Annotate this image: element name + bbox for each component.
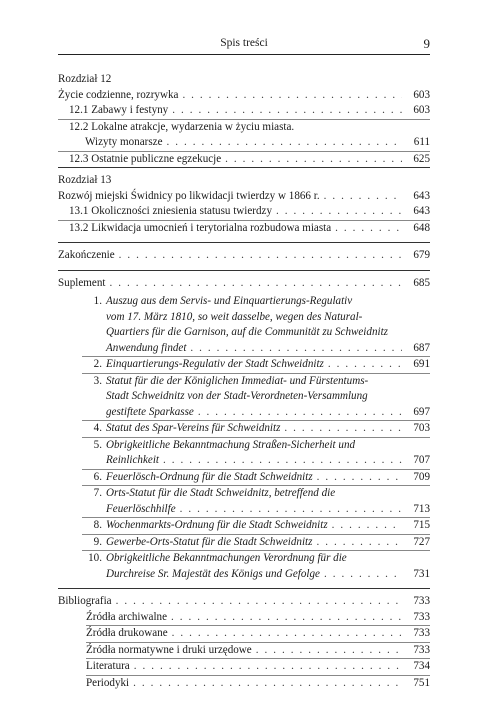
entry-number: 8.: [93, 519, 102, 531]
entry-page: 648: [413, 221, 430, 234]
entry-number: 9.: [93, 535, 102, 548]
entry-number: 3.: [93, 374, 102, 387]
bibliography-entry: [86, 610, 430, 626]
table-of-contents: [58, 72, 430, 691]
chapter-label: Rozdział 12: [58, 73, 112, 85]
entry-number: 1.: [93, 295, 102, 307]
entry-title: Suplement: [58, 276, 106, 289]
running-header: [58, 37, 430, 53]
supplement-entry: [82, 437, 430, 469]
entry-title: Źródła normatywne i druki urzędowe: [86, 643, 252, 656]
entry-page: 733: [413, 595, 430, 607]
entry-title: 13.2 Likwidacja umocnień i terytorialna rozbudowa miasta: [69, 221, 332, 234]
entry-page: 703: [413, 422, 430, 434]
entry-number: 10.: [88, 552, 102, 564]
entry-page: 715: [413, 519, 430, 531]
leader-dots: [335, 221, 402, 237]
leader-dots: [324, 189, 402, 205]
entry-title: 13.1 Okoliczności zniesienia statusu twierdzy: [69, 205, 273, 217]
entry-number: 6.: [93, 470, 102, 483]
supplement-entry: [82, 517, 430, 534]
supplement-entry: [82, 373, 430, 421]
entry-page: 643: [413, 205, 430, 217]
entry-title-line: Obrigkeitliche Bekanntmachungen Verordnung für die: [106, 552, 347, 564]
leader-dots: [332, 518, 402, 534]
supplement-items: [58, 294, 430, 582]
supplement-entry: [82, 534, 430, 551]
entry-page: 603: [413, 104, 430, 116]
leader-dots: [316, 535, 402, 551]
entry-title-line: vom 17. März 1810, so weit dasselbe, wegen des Natural-: [106, 310, 363, 323]
entry-page: 611: [413, 136, 430, 148]
entry-number: 7.: [93, 487, 102, 499]
entry-page: 733: [413, 627, 430, 639]
chapter-12: [58, 72, 430, 167]
leader-dots: [163, 453, 402, 469]
leader-dots: [180, 502, 402, 518]
entry-page: 733: [413, 643, 430, 656]
leader-dots: [256, 643, 402, 659]
entry-page: 734: [413, 660, 430, 672]
entry-title: Durchreise Sr. Majestät des Königs und Gefolge: [106, 567, 320, 580]
chapter-13: [58, 167, 430, 236]
chapter-title-entry: [58, 88, 430, 104]
entry-title: Literatura: [86, 660, 130, 672]
conclusion-section: [58, 242, 430, 264]
entry-title: 12.1 Zabawy i festyny: [69, 104, 169, 116]
header-rule: [58, 54, 430, 55]
leader-dots: [171, 610, 402, 626]
leader-dots: [172, 626, 402, 642]
entry-title-line: Statut für die der Königlichen Immediat- und Fürstentums-: [106, 374, 369, 387]
leader-dots: [324, 567, 402, 583]
entry-page: 727: [413, 535, 430, 548]
entry-page: 697: [413, 405, 430, 418]
subsection-entry: [58, 103, 430, 119]
entry-number: 5.: [93, 438, 102, 451]
entry-title: Reinlichkeit: [106, 454, 159, 466]
leader-dots: [167, 135, 403, 151]
entry-title: Źródła drukowane: [86, 627, 168, 639]
entry-page: 751: [413, 676, 430, 689]
entry-title: Anwendung findet: [106, 341, 187, 354]
bibliography-entry: [86, 625, 430, 642]
entry-title-line: Obrigkeitliche Bekanntmachung Straßen-Sicherheit und: [106, 438, 356, 451]
entry-title: Statut des Spar-Vereins für Schweidnitz: [106, 422, 281, 434]
entry-page: 679: [413, 249, 430, 261]
entry-page: 733: [413, 610, 430, 623]
entry-title: Rozwój miejski Świdnicy po likwidacji twierdzy w 1866 r.: [58, 189, 320, 202]
chapter-label: Rozdział 13: [58, 174, 112, 186]
supplement-entry: [82, 294, 430, 356]
entry-title: Zakończenie: [58, 249, 115, 261]
leader-dots: [133, 676, 402, 692]
entry-title: Wizyty monarsze: [85, 136, 163, 148]
entry-title: Wochenmarkts-Ordnung für die Stadt Schweidnitz: [106, 519, 328, 531]
entry-page: 685: [413, 276, 430, 289]
supplement-entry: [82, 356, 430, 373]
subsection-entry: [58, 220, 430, 237]
entry-title-line: Stadt Schweidnitz von der Stadt-Verordneten-Versammlung: [106, 390, 368, 402]
entry-title-line: Orts-Statut für die Stadt Schweidnitz, betreffend die: [106, 487, 336, 499]
leader-dots: [317, 470, 402, 486]
leader-dots: [172, 103, 402, 119]
entry-title: Życie codzienne, rozrywka: [58, 88, 179, 101]
leader-dots: [328, 357, 402, 373]
subsection-entry: [58, 151, 430, 168]
entry-title: Einquartierungs-Regulativ der Stadt Schweidnitz: [106, 358, 324, 370]
entry-title: Periodyki: [86, 676, 130, 689]
header-page-number: 9: [423, 36, 430, 51]
bibliography-section: [58, 588, 430, 691]
supplement-entry: [82, 550, 430, 582]
entry-page: 643: [413, 189, 430, 202]
entry-title: Feuerlöschhilfe: [106, 502, 176, 515]
entry-title-line: Quartiers für die Garnison, auf die Communität zu Schweidnitz: [106, 326, 388, 338]
leader-dots: [276, 204, 402, 220]
entry-title: Bibliografia: [58, 595, 112, 607]
entry-number: 4.: [93, 422, 102, 434]
entry-title-line: Auszug aus dem Servis- und Einquartierungs-Regulativ: [106, 295, 353, 307]
entry-page: 713: [413, 502, 430, 515]
subsection-entry: [58, 119, 430, 151]
entry-number: 2.: [93, 358, 102, 370]
entry-page: 603: [413, 88, 430, 101]
entry-title: Gewerbe-Orts-Statut für die Stadt Schweidnitz: [106, 535, 313, 548]
leader-dots: [119, 248, 402, 264]
entry-page: 625: [413, 152, 430, 165]
leader-dots: [198, 405, 402, 421]
entry-title: Źródła archiwalne: [86, 610, 168, 623]
leader-dots: [284, 421, 402, 437]
bibliography-entry: [86, 675, 430, 692]
entry-page: 731: [413, 567, 430, 580]
leader-dots: [109, 276, 402, 292]
leader-dots: [116, 594, 402, 610]
header-title: Spis treści: [220, 37, 268, 49]
chapter-title-entry: [58, 189, 430, 205]
entry-title: Feuerlösch-Ordnung für die Stadt Schweidnitz: [106, 470, 313, 483]
bibliography-entry: [86, 658, 430, 675]
bibliography-items: [58, 610, 430, 692]
supplement-section: [58, 270, 430, 583]
entry-title-line: 12.2 Lokalne atrakcje, wydarzenia w życiu miasta.: [69, 120, 295, 133]
supplement-entry: [82, 469, 430, 486]
entry-title: gestiftete Sparkasse: [106, 405, 194, 418]
bibliography-entry: [86, 642, 430, 659]
subsection-entry: [58, 204, 430, 220]
entry-page: 709: [413, 470, 430, 483]
entry-page: 691: [413, 358, 430, 370]
leader-dots: [190, 341, 402, 357]
entry-title: 12.3 Ostatnie publiczne egzekucje: [69, 152, 222, 165]
leader-dots: [225, 152, 402, 168]
entry-page: 687: [413, 341, 430, 354]
leader-dots: [182, 88, 402, 104]
supplement-entry: [82, 420, 430, 437]
supplement-entry: [82, 485, 430, 517]
leader-dots: [134, 659, 402, 675]
entry-page: 707: [413, 454, 430, 466]
